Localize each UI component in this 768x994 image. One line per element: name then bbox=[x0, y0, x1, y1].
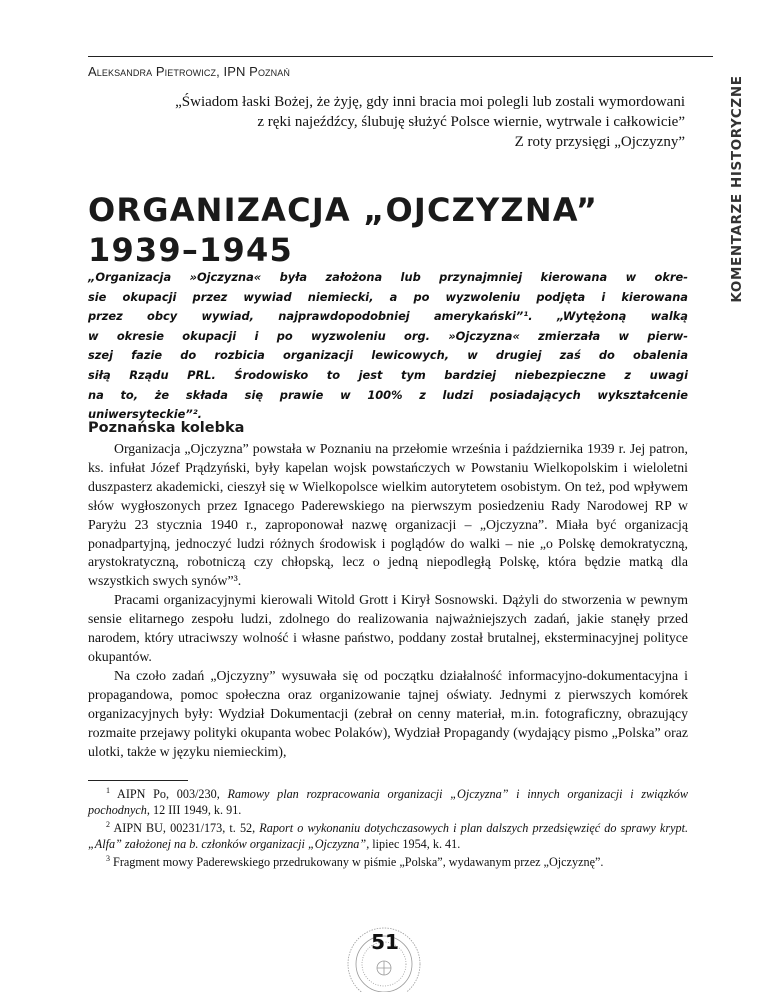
motto-quote bbox=[110, 92, 685, 152]
footnote-rule bbox=[88, 780, 188, 781]
footnote-title: Raport o wykonaniu dotychczasowych i plan dalszych przedsięwzięć do sprawy krypt. „Alfa” założonej na b. członków organizacji „Ojczyzna” bbox=[88, 820, 689, 852]
body-text bbox=[88, 440, 688, 761]
footnote-title: Ramowy plan rozpracowania organizacji „Ojczyzna” i innych organizacji i związków pochodnych bbox=[88, 787, 688, 818]
footnote-number: 3 bbox=[106, 853, 110, 863]
lead-quote bbox=[88, 268, 688, 425]
footnote bbox=[88, 854, 688, 870]
motto-source: Z roty przysięgi „Ojczyzny” bbox=[514, 134, 685, 150]
lead-line: przez obcy wywiad, najprawdopodobniej amerykański”¹. „Wytężoną walką bbox=[88, 309, 688, 324]
footnote-number: 1 bbox=[106, 785, 110, 795]
footnote-text: , 12 III 1949, k. 91. bbox=[146, 803, 242, 818]
footnote-text: , lipiec 1954, k. 41. bbox=[366, 837, 461, 852]
footnotes bbox=[88, 786, 688, 871]
lead-line: „Organizacja »Ojczyzna« była założona lub przynajmniej kierowana w okre- bbox=[88, 270, 688, 284]
body-paragraph: Organizacja „Ojczyzna” powstała w Poznaniu na przełomie września i października 1939 r. Jej patron, ks. infułat Józef Prądzyński, były kapelan wojsk powstańczych w Powstaniu Wielkopolskim i wieloletni duszpasterz akademicki, cieszył się w Wielkopolsce wielkim autorytetem osobistym. On też, pod wpływem słów wygłoszonych przez Ignacego Paderewskiego na pierwszym posiedzeniu Rady Narodowej RP w Paryżu 23 stycznia 1940 r., zaproponował nazwę organizacji – „Ojczyzna”. Miała być organizacją ponadpartyjną, jednoczyć ludzi różnych środowisk i poglądów do walki – nie „o Polskę demokratyczną, arystokratyczną, robotniczą czy chłopską, lecz o jedną niepodległą Polskę, która będzie matką dla wszystkich swych synów”³. bbox=[88, 441, 688, 589]
motto-line: „Świadom łaski Bożej, że żyję, gdy inni bracia moi polegli lub zostali wymordowani bbox=[175, 94, 685, 110]
footnote-text: Fragment mowy Paderewskiego przedrukowany w piśmie „Polska”, wydawanym przez „Ojczyznę”. bbox=[113, 854, 604, 869]
lead-line: sie okupacji przez wywiad niemiecki, a po wyzwoleniu podjęta i kierowana bbox=[88, 289, 688, 304]
title-line: ORGANIZACJA „OJCZYZNA” bbox=[88, 191, 599, 229]
author-line: Aleksandra Pietrowicz, IPN Poznań bbox=[88, 64, 290, 79]
section-heading: Poznańska kolebka bbox=[88, 420, 245, 436]
footnote-number: 2 bbox=[106, 819, 110, 829]
title-line: 1939–1945 bbox=[88, 231, 293, 269]
footnote-text: AIPN Po, 003/230, bbox=[117, 787, 228, 801]
body-paragraph: Pracami organizacyjnymi kierowali Witold Grott i Kirył Sosnowski. Dążyli do stworzenia w pewnym sensie elitarnego zespołu ludzi, zdolnego do realizowania najważniejszych zadań, jakie stanęły przed narodem, który utraciwszy wolność i własne państwo, poddany został brutalnej, eksterminacyjnej polityce okupantów. bbox=[88, 592, 688, 664]
footnote bbox=[88, 786, 688, 819]
article-title bbox=[88, 190, 688, 270]
lead-line: uniwersyteckie”². bbox=[88, 407, 202, 422]
page-number: 51 bbox=[371, 930, 399, 954]
lead-line: szej fazie do rozbicia organizacji lewicowych, w drugiej zaś do obalenia bbox=[88, 348, 688, 363]
footnote bbox=[88, 820, 688, 853]
motto-line: z ręki najeźdźcy, ślubuję służyć Polsce wiernie, wytrwale i całkowicie” bbox=[257, 114, 685, 130]
footnote-text: AIPN BU, 00231/173, t. 52, bbox=[113, 820, 260, 835]
lead-line: w okresie okupacji i po wyzwoleniu org. »Ojczyzna« zmierzała w pierw- bbox=[88, 328, 688, 343]
lead-line: siłą Rządu PRL. Środowisko to jest tym bardziej niebezpieczne z uwagi bbox=[88, 367, 688, 382]
lead-line: na to, że składa się prawie w 100% z ludzi posiadających wykształcenie bbox=[88, 387, 688, 402]
body-paragraph: Na czoło zadań „Ojczyzny” wysuwała się od początku działalność informacyjno-dokumentacyjna i propagandowa, pomoc społeczna oraz organizowanie tajnej oświaty. Jednymi z pierwszych komórek organizacyjnych były: Wydział Dokumentacji (zebrał on cenny materiał, m.in. fotograficzny, obrazujący rozmaite przejawy polityki okupanta wobec Polaków), Wydział Propagandy (wydający pismo „Polska” oraz ulotki, także w języku niemieckim), bbox=[88, 667, 688, 759]
series-side-label: KOMENTARZE HISTORYCZNE bbox=[729, 75, 745, 303]
header-rule bbox=[88, 56, 713, 57]
